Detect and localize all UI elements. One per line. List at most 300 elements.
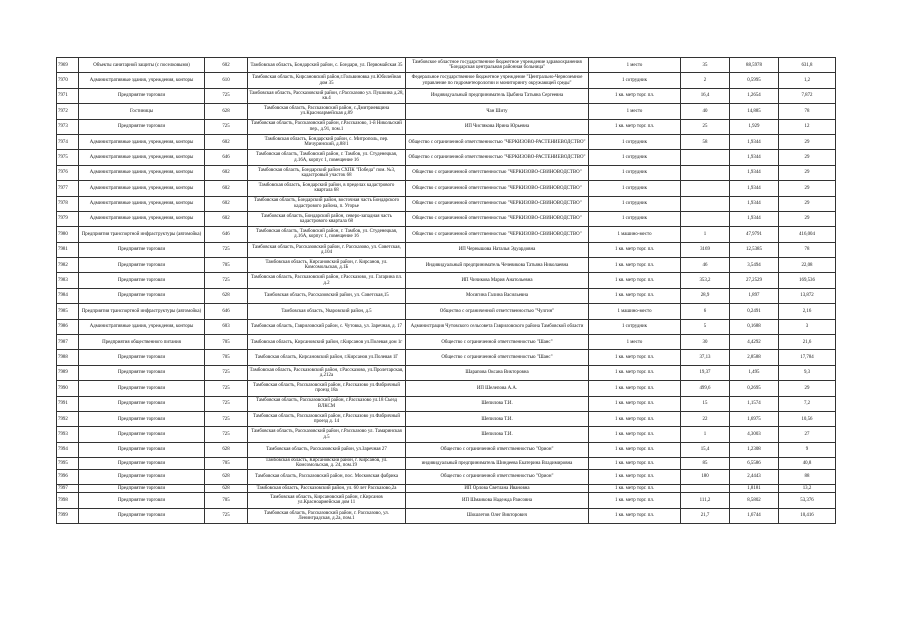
table-row	[57, 119, 836, 134]
code-cell: 646	[205, 227, 248, 242]
organization-cell: Администрация Чутовского сельсовета Гавриловского района Тамбовской области	[406, 319, 589, 334]
unit-cell: 1 место	[589, 335, 681, 350]
volume-cell: 2,8588	[730, 350, 779, 365]
table-row	[57, 242, 836, 257]
address-cell: Тамбовская область, Кирсановский район, г. Кирсанов, ул. Комсомольская, д. 24, пом.19	[248, 458, 406, 470]
norm-cell: 78	[779, 104, 836, 119]
norm-cell: 29	[779, 165, 836, 180]
volume-cell: 1,1574	[730, 396, 779, 411]
code-cell: 725	[205, 273, 248, 288]
norm-cell: 10,416	[779, 508, 836, 523]
object-type-cell: Административные здания, учреждения, конторы	[79, 73, 205, 88]
quantity-cell: 21,7	[681, 508, 730, 523]
volume-cell: 12,5385	[730, 242, 779, 257]
address-cell: Тамбовская область, Тамбовский район, г. Тамбов, ул. Студенецкая, д.16А, корпус 1, помещение 16	[248, 150, 406, 165]
row-number-cell: 7979	[57, 211, 79, 226]
unit-cell: 1 кв. метр торг. пл.	[589, 411, 681, 426]
organization-cell: Общество с ограниченной ответственностью "Орион"	[406, 442, 589, 457]
unit-cell: 1 сотрудник	[589, 73, 681, 88]
table-row	[57, 319, 836, 334]
object-type-cell: Предприятие торговли	[79, 365, 205, 380]
organization-cell: Общество с ограниченной ответственностью "ЧЕРКИЗОВО-СВИНОВОДСТВО"	[406, 196, 589, 211]
unit-cell: 1 кв. метр торг. пл.	[589, 242, 681, 257]
address-cell: Тамбовская область, Уваровский район, д.5	[248, 304, 406, 319]
object-type-cell: Административные здания, учреждения, конторы	[79, 181, 205, 196]
row-number-cell: 7998	[57, 493, 79, 508]
volume-cell: 88,5978	[730, 58, 779, 73]
row-number-cell: 7971	[57, 88, 79, 103]
organization-cell: Шарапова Оксана Викторовна	[406, 365, 589, 380]
organization-cell: Общество с ограниченной ответственностью "Орион"	[406, 469, 589, 484]
code-cell: 603	[205, 319, 248, 334]
unit-cell: 1 кв. метр торг. пл.	[589, 350, 681, 365]
quantity-cell: 16,4	[681, 88, 730, 103]
row-number-cell: 7985	[57, 304, 79, 319]
row-number-cell: 7997	[57, 485, 79, 493]
code-cell: 725	[205, 381, 248, 396]
norm-cell: 13,872	[779, 288, 836, 303]
address-cell: Тамбовская область, Бондарский район, северо-западная часть кадастрового квартала 68	[248, 211, 406, 226]
volume-cell: 27,2529	[730, 273, 779, 288]
address-cell: Тамбовская область, Рассказовский район, ул. Советская,15	[248, 288, 406, 303]
row-number-cell: 7984	[57, 288, 79, 303]
table-row	[57, 273, 836, 288]
quantity-cell	[681, 211, 730, 226]
table-row	[57, 458, 836, 470]
code-cell: 705	[205, 458, 248, 470]
object-type-cell: Предприятие торговли	[79, 258, 205, 273]
quantity-cell: 111,2	[681, 493, 730, 508]
norm-cell: 22,08	[779, 258, 836, 273]
address-cell: Тамбовская область, Рассказовский район, пос. Московская фабрика	[248, 469, 406, 484]
address-cell: Тамбовская область, Кирсановский район, г. Кирсанов, ул. Комсомольская, д.1Б	[248, 258, 406, 273]
quantity-cell: 35	[681, 58, 730, 73]
address-cell: Тамбовская область, Рассказовский район, г.Рассказово ул. Тамаринская д.5	[248, 427, 406, 442]
quantity-cell	[681, 165, 730, 180]
table-row	[57, 196, 836, 211]
unit-cell: 1 сотрудник	[589, 211, 681, 226]
code-cell: 725	[205, 242, 248, 257]
unit-cell: 1 кв. метр торг. пл.	[589, 258, 681, 273]
quantity-cell: 3169	[681, 242, 730, 257]
quantity-cell: 15	[681, 396, 730, 411]
norm-cell: 53,376	[779, 493, 836, 508]
object-type-cell: Предприятие торговли	[79, 381, 205, 396]
object-type-cell: Предприятие торговли	[79, 458, 205, 470]
volume-cell: 3,5494	[730, 258, 779, 273]
volume-cell: 8,5802	[730, 493, 779, 508]
norm-cell: 29	[779, 381, 836, 396]
quantity-cell: 353,2	[681, 273, 730, 288]
organization-cell: Шепилова Т.И.	[406, 411, 589, 426]
row-number-cell: 7977	[57, 181, 79, 196]
address-cell: Тамбовская область, Бондарский район СХПК "Победа" пом. №3, кадастровый участок 68	[248, 165, 406, 180]
quantity-cell: 2	[681, 73, 730, 88]
organization-cell: Чан Шиту	[406, 104, 589, 119]
code-cell: 628	[205, 469, 248, 484]
code-cell: 646	[205, 150, 248, 165]
organization-cell: Общество с ограниченной ответственностью "Шанс"	[406, 350, 589, 365]
unit-cell: 1 сотрудник	[589, 134, 681, 149]
row-number-cell: 7989	[57, 365, 79, 380]
unit-cell: 1 место	[589, 58, 681, 73]
address-cell: Тамбовская область, Рассказовский район, г.Рассказово, ул. Гагарина пл. д.2	[248, 273, 406, 288]
unit-cell: 1 кв. метр торг. пл.	[589, 365, 681, 380]
volume-cell: 1,9344	[730, 196, 779, 211]
code-cell: 705	[205, 350, 248, 365]
organization-cell: Индивидуальный предприниматель Цыбина Татьяна Сергеевна	[406, 88, 589, 103]
code-cell: 725	[205, 508, 248, 523]
unit-cell: 1 сотрудник	[589, 196, 681, 211]
organization-cell: Тамбовское областное государственное бюджетное учреждение здравоохранения "Бондарская центральная районная больница"	[406, 58, 589, 73]
object-type-cell: Предприятие торговли	[79, 396, 205, 411]
address-cell: Тамбовская область, Рассказовский район, г.Рассказово ул.Фабричный проезд 18а	[248, 381, 406, 396]
unit-cell: 1 кв. метр торг. пл.	[589, 288, 681, 303]
object-type-cell: Предприятие торговли	[79, 242, 205, 257]
quantity-cell: 5	[681, 319, 730, 334]
address-cell: Тамбовская область, Бондарский район, с. Бондари, ул. Первомайская 35	[248, 58, 406, 73]
code-cell: 725	[205, 119, 248, 134]
quantity-cell: 6	[681, 304, 730, 319]
unit-cell: 1 кв. метр торг. пл.	[589, 442, 681, 457]
address-cell: Тамбовская область, Рассказовский район, ул.Заречная 27	[248, 442, 406, 457]
volume-cell: 1,495	[730, 365, 779, 380]
norm-cell: 2,16	[779, 304, 836, 319]
organization-cell: индивидуальный предприниматель Шиндеева Екатерина Владимировна	[406, 458, 589, 470]
organization-cell: Общество с ограниченной ответственностью "ЧЕРКИЗОВО-СВИНОВОДСТВО"	[406, 181, 589, 196]
quantity-cell	[681, 196, 730, 211]
unit-cell: 1 сотрудник	[589, 181, 681, 196]
norm-cell: 169,536	[779, 273, 836, 288]
address-cell: Тамбовская область, Рассказовский район, г. Рассказово, ул. Советская, д.104	[248, 242, 406, 257]
row-number-cell: 7978	[57, 196, 79, 211]
organization-cell: Общество с ограниченной ответственностью "ЧЕРКИЗОВО-СВИНОВОДСТВО"	[406, 227, 589, 242]
table-row	[57, 365, 836, 380]
volume-cell: 0,1688	[730, 319, 779, 334]
unit-cell: 1 кв. метр торг. пл.	[589, 396, 681, 411]
object-type-cell: Предприятие торговли	[79, 88, 205, 103]
table-row	[57, 335, 836, 350]
code-cell: 705	[205, 258, 248, 273]
quantity-cell: 46	[681, 258, 730, 273]
unit-cell: 1 кв. метр торг. пл.	[589, 493, 681, 508]
row-number-cell: 7986	[57, 319, 79, 334]
address-cell: Тамбовская область, Кирсановский район, г.Кирсанов ул.Полевая дом 1г	[248, 335, 406, 350]
object-type-cell: Административные здания, учреждения, конторы	[79, 319, 205, 334]
code-cell: 602	[205, 196, 248, 211]
organization-cell: Индивидуальный предприниматель Чечевикова Татьяна Николаевна	[406, 258, 589, 273]
object-type-cell: Административные здания, учреждения, конторы	[79, 165, 205, 180]
organization-cell: Общество с ограниченной ответственностью "ЧЕРКИЗОВО-СВИНОВОДСТВО"	[406, 165, 589, 180]
unit-cell: 1 кв. метр торг. пл.	[589, 381, 681, 396]
table-row	[57, 427, 836, 442]
object-type-cell: Предприятие торговли	[79, 442, 205, 457]
table-row	[57, 396, 836, 411]
unit-cell: 1 кв. метр торг. пл.	[589, 458, 681, 470]
norm-cell: 88	[779, 469, 836, 484]
norm-cell: 7,2	[779, 396, 836, 411]
address-cell: Тамбовская область, Рассказовский район, г.Рассказово ул.18 Съезд ВЛКСМ	[248, 396, 406, 411]
code-cell: 628	[205, 288, 248, 303]
table-row	[57, 104, 836, 119]
table-row	[57, 211, 836, 226]
norm-cell: 29	[779, 134, 836, 149]
table-row	[57, 493, 836, 508]
organization-cell: Общество с ограниченной ответственностью "Шанс"	[406, 335, 589, 350]
volume-cell: 0,2695	[730, 381, 779, 396]
organization-cell: ИП Шмаикова Надежда Раисовна	[406, 493, 589, 508]
row-number-cell: 7973	[57, 119, 79, 134]
table-row	[57, 288, 836, 303]
code-cell: 725	[205, 396, 248, 411]
norm-cell: 13,2	[779, 485, 836, 493]
norm-cell: 9,3	[779, 365, 836, 380]
table-row	[57, 258, 836, 273]
quantity-cell: 40	[681, 104, 730, 119]
table-row	[57, 411, 836, 426]
code-cell: 602	[205, 134, 248, 149]
norm-cell: 1,2	[779, 73, 836, 88]
address-cell: Тамбовская область, Кирсановский район, г.Кирсанов ул.Красноармейская дом 11	[248, 493, 406, 508]
table-row	[57, 88, 836, 103]
organization-cell: ИП Шелепова А.А.	[406, 381, 589, 396]
row-number-cell: 7999	[57, 508, 79, 523]
volume-cell: 1,2654	[730, 88, 779, 103]
table-row	[57, 469, 836, 484]
norm-cell: 78	[779, 242, 836, 257]
address-cell: Тамбовская область, Кирсановский район,г.Гольвиновка ул.Юбилейная дом 35	[248, 73, 406, 88]
quantity-cell: 58	[681, 134, 730, 149]
volume-cell: 0,2491	[730, 304, 779, 319]
row-number-cell: 7987	[57, 335, 79, 350]
unit-cell: 1 сотрудник	[589, 165, 681, 180]
norm-cell: 29	[779, 211, 836, 226]
quantity-cell	[681, 150, 730, 165]
quantity-cell	[681, 485, 730, 493]
address-cell: Тамбовская область, Бондарский район, восточная часть Бондарского кадастрового района, п. Угорье	[248, 196, 406, 211]
quantity-cell: 180	[681, 469, 730, 484]
norm-cell: 29	[779, 150, 836, 165]
object-type-cell: Предприятие торговли	[79, 469, 205, 484]
code-cell: 725	[205, 427, 248, 442]
quantity-cell: 19,37	[681, 365, 730, 380]
row-number-cell: 7981	[57, 242, 79, 257]
unit-cell: 1 машино-место	[589, 304, 681, 319]
unit-cell: 1 кв. метр торг. пл.	[589, 427, 681, 442]
object-type-cell: Предприятие торговли	[79, 273, 205, 288]
address-cell: Тамбовская область, Рассказовский район, г.Рассказово, ул.Пролетарская, д.212а	[248, 365, 406, 380]
code-cell: 705	[205, 335, 248, 350]
volume-cell: 1,6744	[730, 508, 779, 523]
object-type-cell: Предприятия транспортной инфраструктуры (автомойка)	[79, 304, 205, 319]
table-row	[57, 134, 836, 149]
organization-cell: ИП Чистякова Ирина Юрьевна	[406, 119, 589, 134]
volume-cell: 4,4292	[730, 335, 779, 350]
object-type-cell: Предприятие торговли	[79, 485, 205, 493]
row-number-cell: 7982	[57, 258, 79, 273]
row-number-cell: 7972	[57, 104, 79, 119]
norm-cell: 10,56	[779, 411, 836, 426]
code-cell: 725	[205, 88, 248, 103]
norm-cell: 27	[779, 427, 836, 442]
row-number-cell: 7992	[57, 411, 79, 426]
address-cell: Тамбовская область, Рассказовский район, г. Рассказово, ул. Ленинградская, д.2а, пом.1	[248, 508, 406, 523]
row-number-cell: 7993	[57, 427, 79, 442]
volume-cell: 1,9344	[730, 150, 779, 165]
row-number-cell: 7969	[57, 58, 79, 73]
object-type-cell: Предприятие торговли	[79, 508, 205, 523]
row-number-cell: 7994	[57, 442, 79, 457]
quantity-cell	[681, 181, 730, 196]
table-row	[57, 350, 836, 365]
table-row	[57, 165, 836, 180]
table-row	[57, 150, 836, 165]
table-row	[57, 508, 836, 523]
organization-cell: Шошлетов Олег Викторович	[406, 508, 589, 523]
volume-cell: 0,5995	[730, 73, 779, 88]
quantity-cell: 25	[681, 119, 730, 134]
address-cell: Тамбовская область, Рассказовский район, г.Рассказово ул.Фабричный проезд д. 14	[248, 411, 406, 426]
unit-cell: 1 кв. метр торг. пл.	[589, 119, 681, 134]
organization-cell: Общество с ограниченной ответственностью "ЧЕРКИЗОВО-СВИНОВОДСТВО"	[406, 211, 589, 226]
quantity-cell: 22	[681, 411, 730, 426]
table-row	[57, 227, 836, 242]
code-cell: 610	[205, 73, 248, 88]
object-type-cell: Предприятие торговли	[79, 427, 205, 442]
volume-cell: 1,9344	[730, 211, 779, 226]
address-cell: Тамбовская область, Бондарский район, с. Митрополь, пер. Мичуринский, д.88/1	[248, 134, 406, 149]
code-cell: 602	[205, 181, 248, 196]
row-number-cell: 7990	[57, 381, 79, 396]
object-type-cell: Административные здания, учреждения, конторы	[79, 211, 205, 226]
registry-table	[56, 57, 836, 524]
organization-cell: ИП Чичикова Мария Анатольевна	[406, 273, 589, 288]
row-number-cell: 7974	[57, 134, 79, 149]
object-type-cell: Предприятие торговли	[79, 411, 205, 426]
norm-cell: 3	[779, 319, 836, 334]
volume-cell: 1,9344	[730, 134, 779, 149]
code-cell: 725	[205, 411, 248, 426]
norm-cell: 40,8	[779, 458, 836, 470]
table-row	[57, 73, 836, 88]
unit-cell: 1 сотрудник	[589, 319, 681, 334]
quantity-cell: 85	[681, 458, 730, 470]
volume-cell: 1,897	[730, 288, 779, 303]
volume-cell: 1,9344	[730, 181, 779, 196]
volume-cell: 1,929	[730, 119, 779, 134]
organization-cell: Мосягина Галина Васильевна	[406, 288, 589, 303]
organization-cell: Шепилова Т.И.	[406, 396, 589, 411]
quantity-cell: 1	[681, 427, 730, 442]
quantity-cell: 37,13	[681, 350, 730, 365]
object-type-cell: Административные здания, учреждения, конторы	[79, 150, 205, 165]
norm-cell: 631,8	[779, 58, 836, 73]
row-number-cell: 7980	[57, 227, 79, 242]
volume-cell: 1,8181	[730, 485, 779, 493]
volume-cell: 1,2308	[730, 442, 779, 457]
address-cell: Тамбовская область, Рассказовский район, г.Рассказово, 1-й Никольский пер., д.91, пом.1	[248, 119, 406, 134]
row-number-cell: 7975	[57, 150, 79, 165]
norm-cell: 17,784	[779, 350, 836, 365]
volume-cell: 4,3003	[730, 427, 779, 442]
volume-cell: 14,885	[730, 104, 779, 119]
row-number-cell: 7970	[57, 73, 79, 88]
object-type-cell: Предприятия транспортной инфраструктуры (автомойка)	[79, 227, 205, 242]
object-type-cell: Предприятие торговли	[79, 119, 205, 134]
organization-cell: Общество с ограниченной ответственностью "Чулгин"	[406, 304, 589, 319]
norm-cell: 7,872	[779, 88, 836, 103]
table-row	[57, 485, 836, 493]
organization-cell: Общество с ограниченной ответственностью "ЧЕРКИЗОВО-РАСТЕНИЕВОДСТВО"	[406, 134, 589, 149]
table-row	[57, 304, 836, 319]
row-number-cell: 7996	[57, 469, 79, 484]
object-type-cell: Предприятие торговли	[79, 350, 205, 365]
object-type-cell: Административные здания, учреждения, конторы	[79, 134, 205, 149]
unit-cell: 1 машино-место	[589, 227, 681, 242]
quantity-cell: 28,9	[681, 288, 730, 303]
code-cell: 705	[205, 493, 248, 508]
organization-cell: Шепилова Т.И.	[406, 427, 589, 442]
row-number-cell: 7991	[57, 396, 79, 411]
code-cell: 628	[205, 104, 248, 119]
unit-cell: 1 кв. метр торг. пл.	[589, 273, 681, 288]
norm-cell: 29	[779, 181, 836, 196]
code-cell: 602	[205, 165, 248, 180]
quantity-cell: 1	[681, 227, 730, 242]
unit-cell: 1 кв. метр торг. пл.	[589, 485, 681, 493]
norm-cell: 416,004	[779, 227, 836, 242]
row-number-cell: 7976	[57, 165, 79, 180]
volume-cell: 1,9344	[730, 165, 779, 180]
table-row	[57, 381, 836, 396]
code-cell: 602	[205, 211, 248, 226]
organization-cell: ИП Орлова Светлана Ивановна	[406, 485, 589, 493]
organization-cell: Федеральное государственное бюджетное учреждение "Центрально-Черноземное управление по гидрометеорологии и мониторингу окружающей среды"	[406, 73, 589, 88]
unit-cell: 1 кв. метр торг. пл.	[589, 469, 681, 484]
object-type-cell: Предприятие торговли	[79, 493, 205, 508]
volume-cell: 1,6975	[730, 411, 779, 426]
address-cell: Тамбовская область, Гавриловский район, с. Чутовка, ул. Заречная, д. 17	[248, 319, 406, 334]
code-cell: 602	[205, 58, 248, 73]
code-cell: 628	[205, 442, 248, 457]
organization-cell: Общество с ограниченной ответственностью "ЧЕРКИЗОВО-РАСТЕНИЕВОДСТВО"	[406, 150, 589, 165]
object-type-cell: Предприятие торговли	[79, 288, 205, 303]
code-cell: 646	[205, 304, 248, 319]
volume-cell: 2,4443	[730, 469, 779, 484]
address-cell: Тамбовская область, Бондарский район, в пределах кадастрового квартала 68	[248, 181, 406, 196]
table-row	[57, 181, 836, 196]
quantity-cell: 15,4	[681, 442, 730, 457]
norm-cell: 9	[779, 442, 836, 457]
quantity-cell: 499,6	[681, 381, 730, 396]
norm-cell: 29	[779, 196, 836, 211]
code-cell: 628	[205, 485, 248, 493]
quantity-cell: 30	[681, 335, 730, 350]
organization-cell: ИП Чернышова Наталья Эдуардовна	[406, 242, 589, 257]
object-type-cell: Предприятия общественного питания	[79, 335, 205, 350]
address-cell: Тамбовская область, Рассказовский район, с.Дмитриевщина ул.Красноармейская д.89	[248, 104, 406, 119]
unit-cell: 1 кв. метр торг. пл.	[589, 88, 681, 103]
row-number-cell: 7995	[57, 458, 79, 470]
norm-cell: 21,6	[779, 335, 836, 350]
unit-cell: 1 кв. метр торг. пл.	[589, 508, 681, 523]
object-type-cell: Гостиницы	[79, 104, 205, 119]
code-cell: 725	[205, 365, 248, 380]
address-cell: Тамбовская область, Рассказовский район, г.Рассказово ул. Пушкина д.28, кв.4	[248, 88, 406, 103]
object-type-cell: Административные здания, учреждения, конторы	[79, 196, 205, 211]
volume-cell: 47,9791	[730, 227, 779, 242]
norm-cell: 12	[779, 119, 836, 134]
